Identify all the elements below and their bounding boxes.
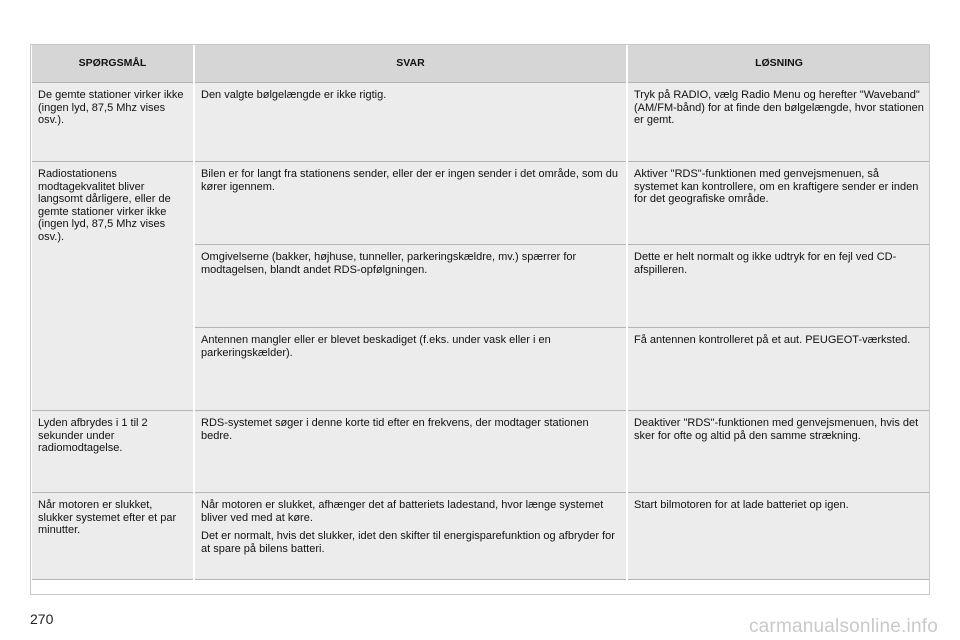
solution-cell: Aktiver "RDS"-funktionen med genvejsmenuen, så systemet kan kontrollere, om en kraftigere sender er inden for det geografiske område. [627, 162, 931, 245]
table-row [31, 162, 931, 245]
watermark: carmanualsonline.info [748, 616, 938, 637]
question-cell: Radiostationens modtagekvalitet bliver langsomt dårligere, eller de gemte stationer virker ikke (ingen lyd, 87,5 Mhz vises osv.). [31, 162, 194, 411]
faq-table-container [30, 44, 930, 596]
answer-cell [194, 162, 627, 245]
answer-cell [194, 411, 627, 493]
answer-text: Omgivelserne (bakker, højhuse, tunneller, parkeringskældre, mv.) spærrer for modtagelsen, blandt andet RDS-opfølgningen. [201, 251, 577, 276]
answer-cell [194, 83, 627, 162]
solution-cell: Dette er helt normalt og ikke udtryk for en fejl ved CD-afspilleren. [627, 245, 931, 328]
question-cell: Lyden afbrydes i 1 til 2 sekunder under radiomodtagelse. [31, 411, 194, 493]
page-number: 270 [30, 611, 54, 627]
answer-text: Bilen er for langt fra stationens sender, eller der er ingen sender i det område, som du kører igennem. [201, 168, 619, 193]
answer-text: Den valgte bølgelængde er ikke rigtig. [201, 89, 387, 101]
question-cell: De gemte stationer virker ikke (ingen lyd, 87,5 Mhz vises osv.). [31, 83, 194, 162]
header-solution: LØSNING [627, 44, 931, 83]
answer-text: Antennen mangler eller er blevet beskadiget (f.eks. under vask eller i en parkeringskælder). [201, 334, 551, 359]
table-row [31, 411, 931, 493]
solution-cell: Tryk på RADIO, vælg Radio Menu og herefter "Waveband" (AM/FM-bånd) for at finde den bølgelængde, hvor stationen er gemt. [627, 83, 931, 162]
solution-cell: Få antennen kontrolleret på et aut. PEUGEOT-værksted. [627, 328, 931, 411]
answer-text: Det er normalt, hvis det slukker, idet den skifter til energisparefunktion og afbryder for at spare på bilens batteri. [201, 530, 615, 555]
question-cell: Når motoren er slukket, slukker systemet efter et par minutter. [31, 493, 194, 580]
answer-cell [194, 328, 627, 411]
header-answer: SVAR [194, 44, 627, 83]
table-row [31, 493, 931, 580]
answer-cell [194, 245, 627, 328]
answer-text: Når motoren er slukket, afhænger det af batteriets ladestand, hvor længe systemet bliver ved med at køre. [201, 499, 604, 524]
answer-cell [194, 493, 627, 580]
answer-text: RDS-systemet søger i denne korte tid efter en frekvens, der modtager stationen bedre. [201, 417, 589, 442]
troubleshooting-table [30, 44, 932, 580]
header-question: SPØRGSMÅL [31, 44, 194, 83]
table-header-row [31, 44, 931, 83]
solution-cell: Start bilmotoren for at lade batteriet op igen. [627, 493, 931, 580]
solution-cell: Deaktiver "RDS"-funktionen med genvejsmenuen, hvis det sker for ofte og altid på den samme strækning. [627, 411, 931, 493]
table-row [31, 83, 931, 162]
